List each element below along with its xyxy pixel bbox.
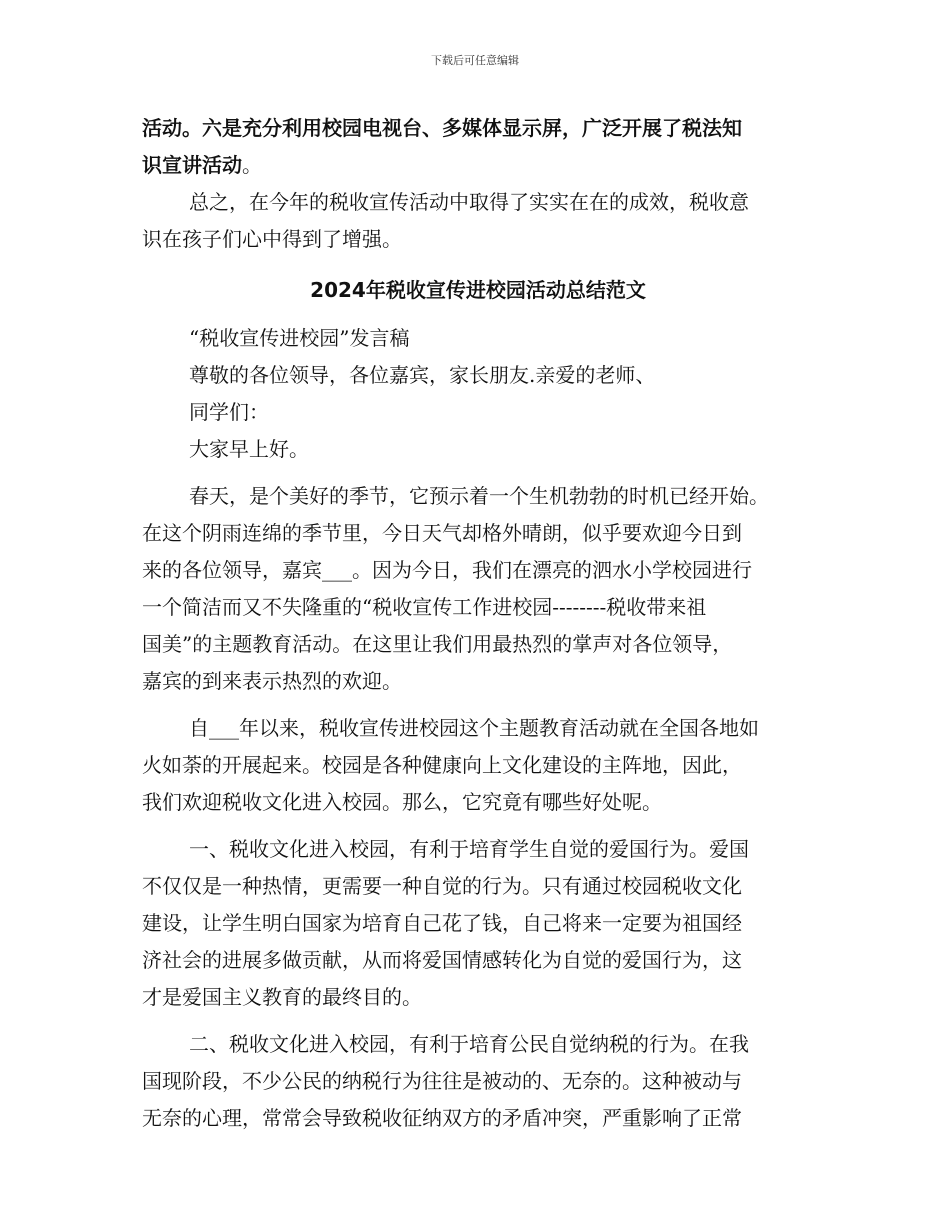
paragraph-1 — [142, 478, 814, 700]
paragraph-2 — [142, 710, 814, 821]
greeting-line: 大家早上好。 — [189, 437, 309, 461]
text-line: 无奈的心理，常常会导致税收征纳双方的矛盾冲突，严重影响了正常 — [142, 1106, 742, 1130]
text-line: 在这个阴雨连绵的季节里，今日天气却格外晴朗，似乎要欢迎今日到 — [142, 521, 742, 545]
paragraph-3 — [142, 831, 814, 1016]
text-line: 来的各位领导，嘉宾___。因为今日，我们在漂亮的泗水小学校园进行 — [142, 558, 752, 582]
summary-line: 识在孩子们心中得到了增强。 — [142, 227, 402, 251]
text-line: 我们欢迎税收文化进入校园。那么，它究竟有哪些好处呢。 — [142, 790, 662, 814]
text-line: 自___年以来，税收宣传进校园这个主题教育活动就在全国各地如 — [189, 716, 759, 740]
bold-text-span: 识宣讲活动 — [142, 153, 242, 177]
text-line: 火如荼的开展起来。校园是各种健康向上文化建设的主阵地，因此， — [142, 753, 742, 777]
text-line: 国美”的主题教育活动。在这里让我们用最热烈的掌声对各位领导， — [142, 632, 733, 656]
text-line: 国现阶段，不少公民的纳税行为往往是被动的、无奈的。这种被动与 — [142, 1069, 742, 1093]
punctuation: 。 — [242, 153, 262, 177]
paragraph-4 — [142, 1026, 814, 1137]
summary-line: 总之，在今年的税收宣传活动中取得了实实在在的成效，税收意 — [189, 190, 749, 214]
salutation-line: 同学们： — [189, 400, 269, 424]
document-body — [142, 110, 814, 1137]
text-line: 建设，让学生明白国家为培育自己花了钱，自己将来一定要为祖国经 — [142, 911, 742, 935]
text-line: 一、税收文化进入校园，有利于培育学生自觉的爱国行为。爱国 — [189, 837, 749, 861]
salutation-line: 尊敬的各位领导，各位嘉宾，家长朋友.亲爱的老师、 — [189, 363, 656, 387]
text-line: 春天，是个美好的季节，它预示着一个生机勃勃的时机已经开始。 — [189, 484, 769, 508]
text-line: 济社会的进展多做贡献，从而将爱国情感转化为自觉的爱国行为，这 — [142, 948, 742, 972]
document-title: 2024年税收宣传进校园活动总结范文 — [310, 278, 646, 302]
text-line: 一个简洁而又不失隆重的“税收宣传工作进校园--------税收带来祖 — [142, 595, 707, 619]
text-line: 二、税收文化进入校园，有利于培育公民自觉纳税的行为。在我 — [189, 1032, 749, 1056]
text-line: 嘉宾的到来表示热烈的欢迎。 — [142, 669, 402, 693]
text-line: 不仅仅是一种热情，更需要一种自觉的行为。只有通过校园税收文化 — [142, 874, 742, 898]
text-line: 才是爱国主义教育的最终目的。 — [142, 985, 422, 1009]
speech-heading: “税收宣传进校园”发言稿 — [189, 326, 410, 350]
page-header: 下载后可任意编辑 — [431, 54, 519, 67]
bold-text-line — [142, 147, 814, 184]
bold-text-line: 活动。六是充分利用校园电视台、多媒体显示屏，广泛开展了税法知 — [142, 116, 742, 140]
